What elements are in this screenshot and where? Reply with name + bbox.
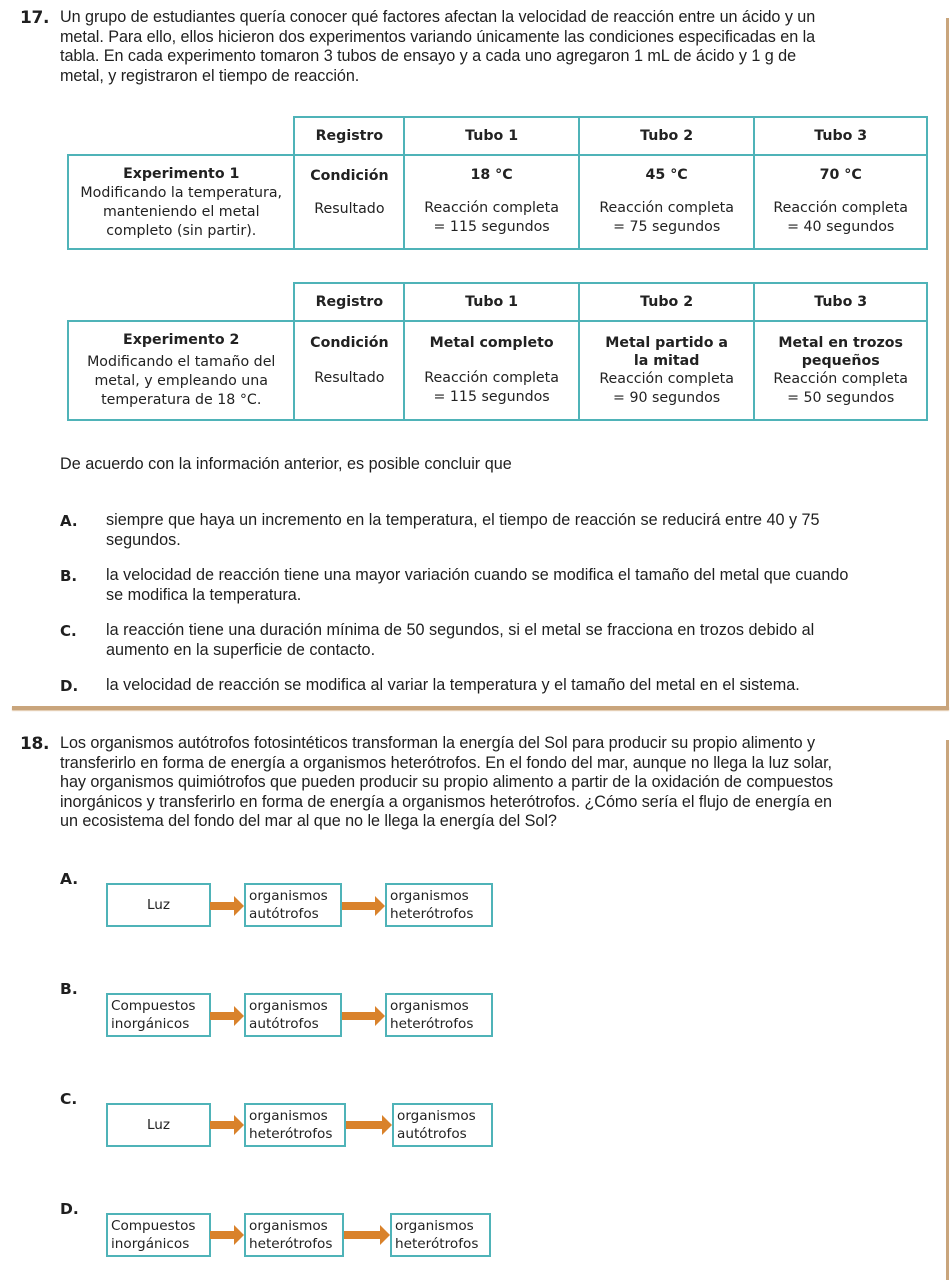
option-line: se modifica la temperatura.	[106, 585, 302, 604]
header-registro: Registro	[294, 283, 404, 321]
condition-value: 18 °C	[470, 167, 513, 183]
result-value: Reacción completa	[599, 200, 734, 216]
box-text: organismos	[249, 998, 328, 1014]
question-lead: De acuerdo con la información anterior, es posible concluir que	[60, 455, 512, 473]
box-text: autótrofos	[249, 1016, 319, 1032]
flow-box-middle	[244, 1103, 346, 1147]
stem-line: un ecosistema del fondo del mar al que no le llega la energía del Sol?	[60, 812, 557, 830]
experiment-title: Experimento 2	[123, 332, 240, 348]
header-tubo-1: Tubo 1	[404, 283, 579, 321]
option-text	[106, 676, 946, 696]
flow-box-end	[385, 993, 493, 1037]
question-number: 18.	[20, 734, 50, 754]
condition-value: 45 °C	[645, 167, 688, 183]
experiment-title: Experimento 1	[123, 166, 240, 182]
box-text: organismos	[390, 998, 469, 1014]
experiment-desc: temperatura de 18 °C.	[101, 392, 262, 408]
experiment-label	[68, 155, 294, 249]
flow-box-end	[390, 1213, 491, 1257]
box-text: organismos	[249, 888, 328, 904]
option-letter: B.	[60, 980, 78, 998]
experiment-label	[68, 321, 294, 420]
stem-line: metal, y registraron el tiempo de reacción.	[60, 66, 360, 85]
condition-value: Metal partido a	[605, 334, 728, 351]
result-value: = 115 segundos	[433, 388, 550, 405]
box-text: heterótrofos	[249, 1236, 333, 1252]
frame-border-bottom	[12, 706, 949, 710]
box-text: organismos	[390, 888, 469, 904]
result-value: Reacción completa	[773, 370, 908, 387]
question-stem	[60, 734, 940, 832]
option-text	[106, 511, 946, 550]
experiment-desc: Modificando el tamaño del	[87, 354, 276, 370]
box-text: heterótrofos	[249, 1126, 333, 1142]
flow-box-source	[106, 1213, 211, 1257]
header-tubo-3: Tubo 3	[754, 117, 927, 155]
box-text: heterótrofos	[395, 1236, 479, 1252]
result-value: = 40 segundos	[787, 219, 895, 235]
blank-cell	[68, 117, 294, 155]
frame-border-right	[946, 18, 949, 708]
flow-box-middle	[244, 993, 342, 1037]
flow-box-middle	[244, 1213, 344, 1257]
box-text: inorgánicos	[111, 1236, 190, 1252]
box-text: organismos	[249, 1218, 328, 1234]
box-text: organismos	[395, 1218, 474, 1234]
condition-label: Condición	[310, 167, 389, 184]
right-arrow-icon	[342, 1005, 386, 1027]
flow-box-end	[385, 883, 493, 927]
question-number: 17.	[20, 8, 50, 28]
result-value: Reacción completa	[424, 369, 559, 386]
row-labels	[294, 321, 404, 420]
header-tubo-1: Tubo 1	[404, 117, 579, 155]
stem-line: inorgánicos y transferirlo en forma de energía a organismos heterótrofos. ¿Cómo sería el flujo de energía en	[60, 792, 833, 811]
option-line: la reacción tiene una duración mínima de 50 segundos, si el metal se fracciona en trozos debido al	[106, 621, 815, 639]
option-text	[106, 566, 946, 605]
stem-line: transferirlo en forma de energía a organismos heterótrofos. En el fondo del mar, aunque no llega la luz solar,	[60, 753, 832, 772]
option-letter: C.	[60, 1090, 78, 1108]
header-tubo-2: Tubo 2	[579, 283, 755, 321]
box-text: Compuestos	[111, 998, 196, 1014]
result-value: = 90 segundos	[613, 389, 721, 406]
option-line: segundos.	[106, 530, 181, 549]
experiment-desc: manteniendo el metal	[102, 204, 260, 220]
stem-line: Los organismos autótrofos fotosintéticos transforman la energía del Sol para producir su propio alimento y	[60, 734, 816, 752]
condition-value: 70 °C	[819, 167, 862, 183]
stem-line: tabla. En cada experimento tomaron 3 tubos de ensayo y a cada uno agregaron 1 mL de ácido y 1 g de	[60, 47, 797, 65]
option-letter: C.	[60, 622, 77, 640]
tubo-1-cell	[404, 155, 579, 249]
flow-box-middle	[244, 883, 342, 927]
stem-line: metal. Para ello, ellos hicieron dos experimentos variando únicamente las condiciones especificadas en la	[60, 27, 816, 46]
stem-line: Un grupo de estudiantes quería conocer qué factores afectan la velocidad de reacción entre un ácido y un	[60, 8, 816, 26]
tubo-3-cell	[754, 155, 927, 249]
option-letter: B.	[60, 567, 78, 585]
right-arrow-icon	[342, 895, 386, 917]
experiment-2-table	[67, 282, 928, 421]
condition-value: Metal en trozos	[778, 334, 903, 351]
option-letter: D.	[60, 1200, 79, 1218]
experiment-desc: completo (sin partir).	[106, 223, 257, 239]
result-label: Resultado	[314, 370, 385, 386]
result-label: Resultado	[314, 200, 385, 217]
condition-value: pequeños	[801, 352, 880, 369]
box-text: Luz	[146, 1117, 171, 1133]
result-value: Reacción completa	[773, 200, 908, 216]
flow-box-source	[106, 993, 211, 1037]
option-letter: A.	[60, 870, 79, 888]
option-line: la velocidad de reacción tiene una mayor variación cuando se modifica el tamaño del metal que cuando	[106, 566, 849, 584]
header-tubo-2: Tubo 2	[579, 117, 755, 155]
flow-box-end	[392, 1103, 493, 1147]
frame-border-right	[946, 740, 949, 1280]
box-text: organismos	[397, 1108, 476, 1124]
option-line: aumento en la superficie de contacto.	[106, 640, 376, 659]
header-tubo-3: Tubo 3	[754, 283, 927, 321]
option-letter: D.	[60, 677, 79, 695]
result-value: = 75 segundos	[613, 219, 721, 235]
tubo-2-cell	[579, 321, 755, 420]
option-text	[106, 621, 946, 660]
box-text: organismos	[249, 1108, 328, 1124]
experiment-1-table	[67, 116, 928, 250]
box-text: Compuestos	[111, 1218, 196, 1234]
tubo-2-cell	[579, 155, 755, 249]
stem-line: hay organismos quimiótrofos que pueden producir su propio alimento a partir de la oxidación de compuestos	[60, 773, 834, 791]
experiment-desc: metal, y empleando una	[94, 373, 268, 389]
box-text: autótrofos	[397, 1126, 467, 1142]
result-value: = 115 segundos	[433, 219, 550, 235]
right-arrow-icon	[210, 1114, 245, 1136]
right-arrow-icon	[346, 1114, 393, 1136]
result-value: = 50 segundos	[787, 389, 895, 406]
flow-box-source	[106, 1103, 211, 1147]
question-stem	[60, 8, 940, 86]
box-text: heterótrofos	[390, 1016, 474, 1032]
option-letter: A.	[60, 512, 78, 530]
tubo-3-cell	[754, 321, 927, 420]
box-text: inorgánicos	[111, 1016, 190, 1032]
condition-value: Metal completo	[429, 334, 554, 351]
option-line: siempre que haya un incremento en la temperatura, el tiempo de reacción se reducirá entre 40 y 75	[106, 511, 820, 529]
blank-cell	[68, 283, 294, 321]
result-value: Reacción completa	[424, 200, 559, 216]
box-text: Luz	[146, 897, 171, 913]
option-line: la velocidad de reacción se modifica al variar la temperatura y el tamaño del metal en el sistema.	[106, 676, 800, 694]
experiment-desc: Modificando la temperatura,	[80, 185, 283, 201]
right-arrow-icon	[344, 1224, 391, 1246]
right-arrow-icon	[210, 895, 245, 917]
condition-value: la mitad	[633, 352, 700, 369]
header-registro: Registro	[294, 117, 404, 155]
right-arrow-icon	[210, 1224, 245, 1246]
row-labels	[294, 155, 404, 249]
result-value: Reacción completa	[599, 370, 734, 387]
right-arrow-icon	[210, 1005, 245, 1027]
tubo-1-cell	[404, 321, 579, 420]
box-text: autótrofos	[249, 906, 319, 922]
condition-label: Condición	[310, 335, 389, 351]
box-text: heterótrofos	[390, 906, 474, 922]
flow-box-source	[106, 883, 211, 927]
